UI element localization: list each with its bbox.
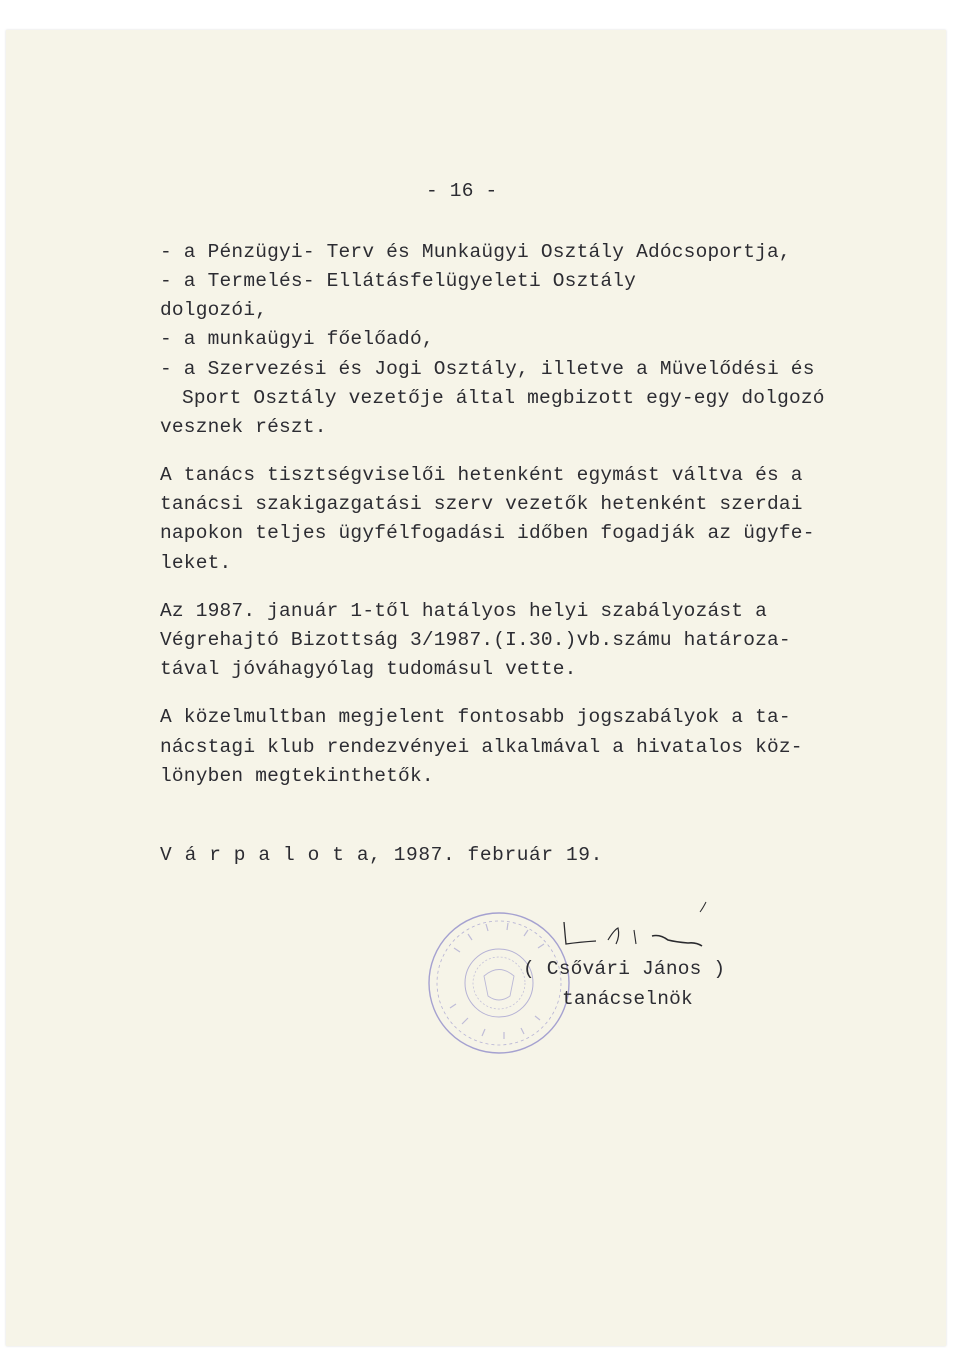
signatory-name: ( Csővári János )	[523, 958, 726, 980]
text-line: tanácsi szakigazgatási szerv vezetők hetenként szerdai	[160, 493, 803, 515]
text-line: dolgozói,	[160, 299, 268, 321]
signatory-title: tanácselnök	[562, 988, 693, 1010]
text-line: - a munkaügyi főelőadó,	[160, 328, 434, 350]
text-line: tával jóváhagyólag tudomásul vette.	[160, 658, 577, 680]
text-line: - a Pénzügyi- Terv és Munkaügyi Osztály Adócsoportja,	[160, 241, 791, 263]
text-line: - a Szervezési és Jogi Osztály, illetve a Müvelődési és	[160, 358, 815, 380]
place-date-line: V á r p a l o t a, 1987. február 19.	[160, 844, 603, 866]
text-line: Sport Osztály vezetője által megbizott egy-egy dolgozó	[182, 387, 825, 409]
text-line: nácstagi klub rendezvényei alkalmával a hivatalos köz-	[160, 736, 803, 758]
text-line: A tanács tisztségviselői hetenként egymást váltva és a	[160, 464, 803, 486]
page-number: - 16 -	[426, 180, 498, 202]
text-line: lönyben megtekinthetők.	[160, 765, 434, 787]
handwritten-signature	[556, 900, 726, 952]
document-page	[6, 30, 946, 1346]
text-line: vesznek részt.	[160, 416, 327, 438]
official-stamp	[424, 908, 574, 1058]
text-line: A közelmultban megjelent fontosabb jogszabályok a ta-	[160, 706, 791, 728]
text-line: napokon teljes ügyfélfogadási időben fogadják az ügyfe-	[160, 522, 815, 544]
text-line: Az 1987. január 1-től hatályos helyi szabályozást a	[160, 600, 767, 622]
text-line: - a Termelés- Ellátásfelügyeleti Osztály	[160, 270, 637, 292]
text-line: leket.	[160, 552, 232, 574]
text-line: Végrehajtó Bizottság 3/1987.(I.30.)vb.számu határoza-	[160, 629, 791, 651]
